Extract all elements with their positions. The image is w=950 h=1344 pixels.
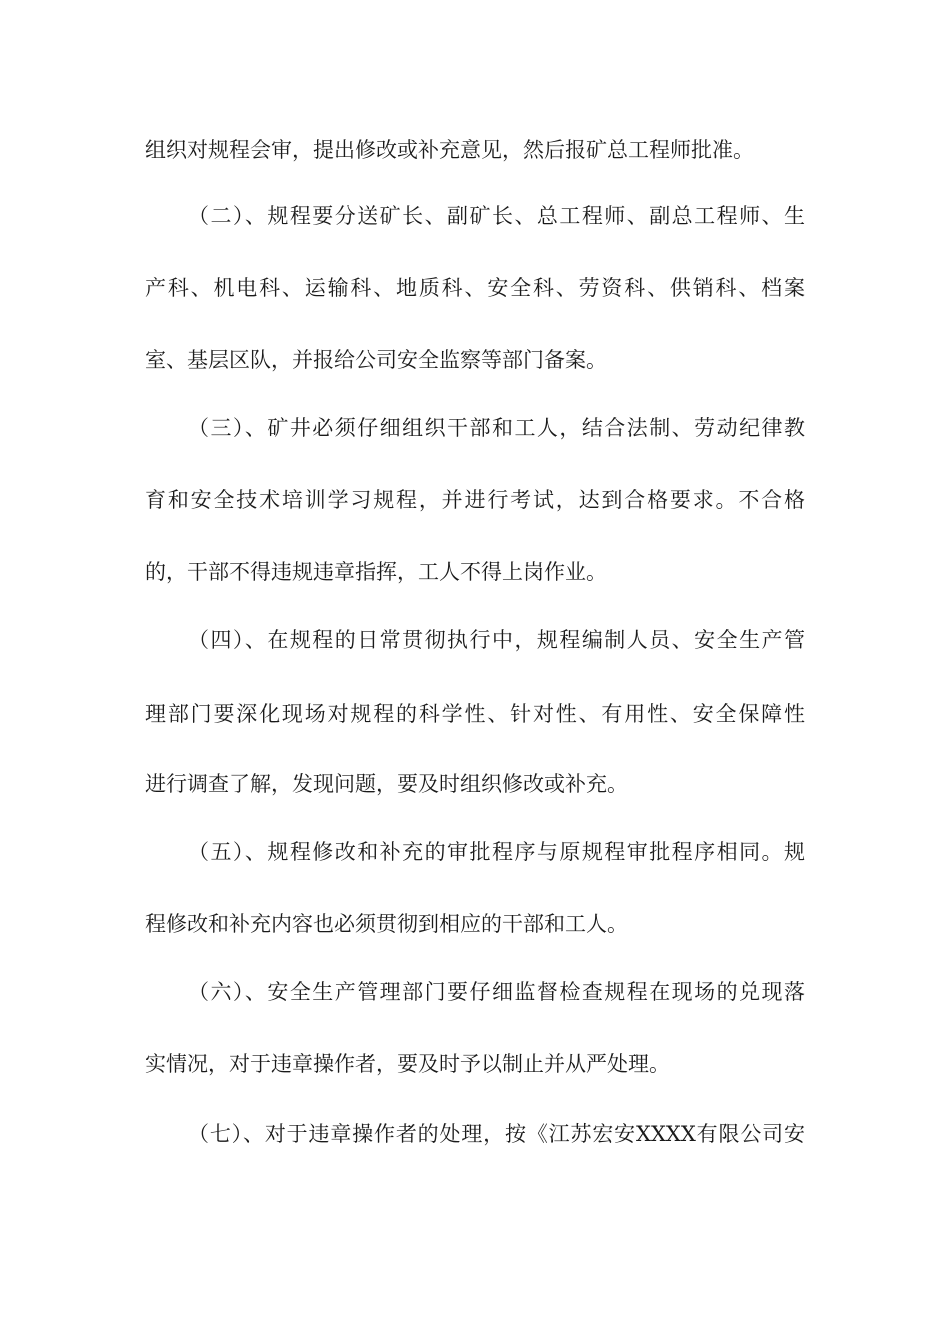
paragraph-heading-line: （六）、安全生产管理部门要仔细监督检查规程在现场的兑现落	[188, 980, 805, 1004]
text-line: 室、基层区队，并报给公司安全监察等部门备案。	[145, 348, 607, 372]
text-line: 组织对规程会审，提出修改或补充意见，然后报矿总工程师批准。	[145, 138, 754, 162]
paragraph-heading-line: （五）、规程修改和补充的审批程序与原规程审批程序相同。规	[188, 840, 805, 864]
paragraph-heading-line: （三）、矿井必须仔细组织干部和工人，结合法制、劳动纪律教	[188, 416, 805, 440]
paragraph-heading-line: （七）、对于违章操作者的处理，按《江苏宏安XXXX有限公司安	[188, 1122, 805, 1146]
text-line: 产科、机电科、运输科、地质科、安全科、劳资科、供销科、档案	[145, 276, 805, 300]
text-line: 程修改和补充内容也必须贯彻到相应的干部和工人。	[145, 912, 628, 936]
text-line: 育和安全技术培训学习规程，并进行考试，达到合格要求。不合格	[145, 488, 805, 512]
text-line: 的，干部不得违规违章指挥，工人不得上岗作业。	[145, 560, 607, 584]
paragraph-heading-line: （四）、在规程的日常贯彻执行中，规程编制人员、安全生产管	[188, 628, 805, 652]
text-line: 实情况，对于违章操作者，要及时予以制止并从严处理。	[145, 1052, 670, 1076]
text-line: 理部门要深化现场对规程的科学性、针对性、有用性、安全保障性	[145, 702, 805, 726]
paragraph-heading-line: （二）、规程要分送矿长、副矿长、总工程师、副总工程师、生	[188, 204, 805, 228]
text-line: 进行调查了解，发现问题，要及时组织修改或补充。	[145, 772, 628, 796]
